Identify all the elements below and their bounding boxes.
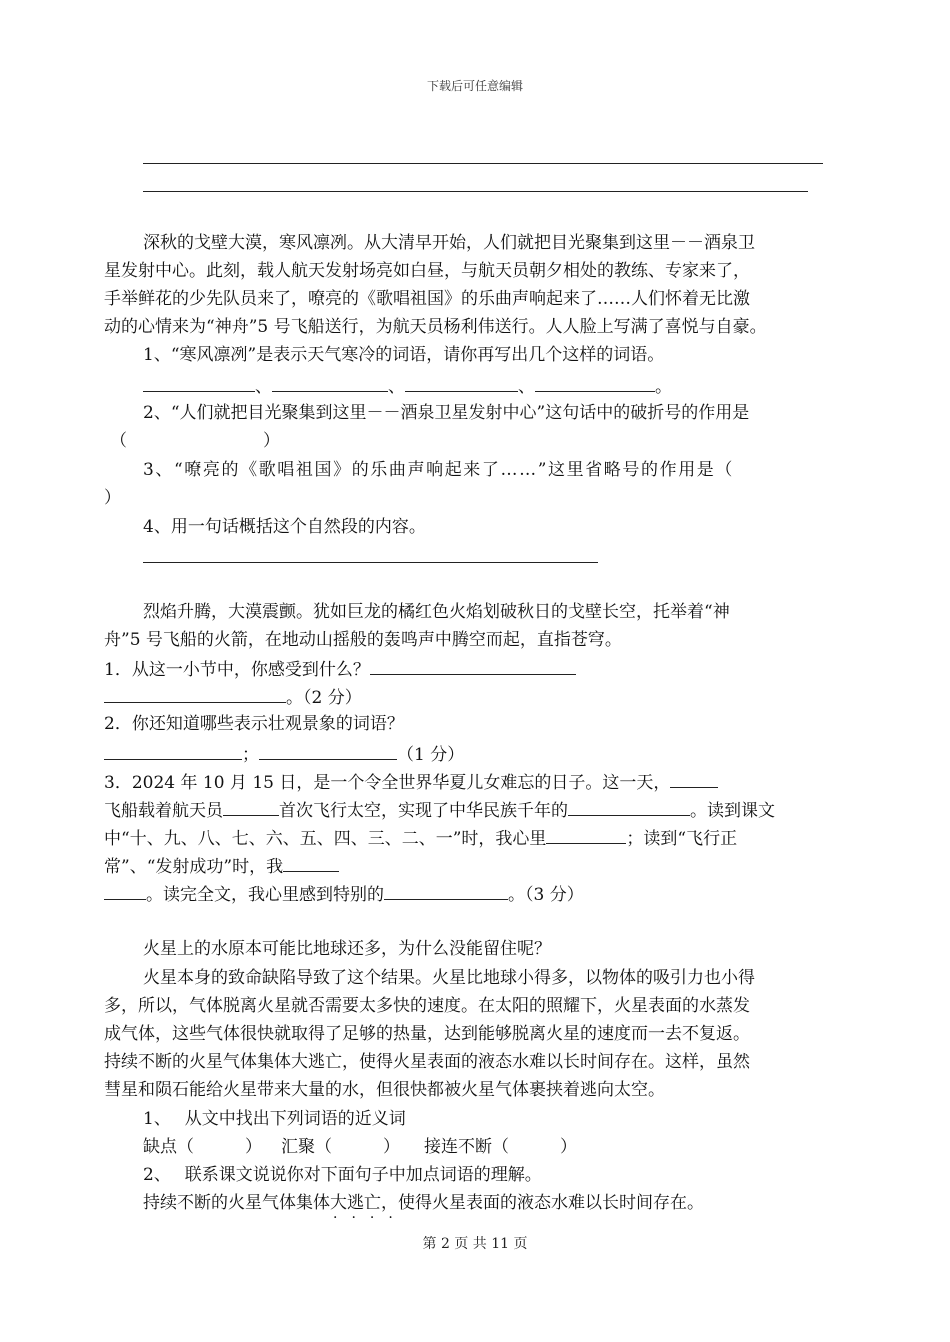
question-text: 3、“嘹亮的《歌唱祖国》的乐曲声响起来了……”这里省略号的作用是（ (143, 460, 734, 480)
answer-line (143, 163, 823, 164)
paragraph-line: 动的心情来为“神舟”5 号飞船送行，为航天员杨利伟送行。人人脸上写满了喜悦与自豪。 (104, 317, 767, 337)
synonym-item[interactable]: 缺点（ ） (143, 1137, 262, 1157)
question-text: 常”、“发射成功”时，我 (104, 857, 284, 877)
question-row (104, 656, 576, 682)
paragraph-line: 烈焰升腾，大漠震颤。犹如巨龙的橘红色火焰划破秋日的戈壁长空，托举着“神 (143, 602, 730, 622)
question-row (104, 853, 339, 879)
question-row (104, 825, 737, 851)
answer-blank[interactable] (272, 373, 388, 392)
separator: 、 (255, 377, 272, 397)
score-text: 。（2 分） (286, 688, 362, 708)
answer-parens[interactable]: （ ） (110, 431, 280, 451)
answer-line (143, 191, 808, 192)
answer-parens-close: ） (104, 488, 121, 508)
answer-blank[interactable] (223, 797, 279, 816)
score-text: 。（3 分） (508, 885, 584, 905)
paragraph-line: 持续不断的火星气体集体大逃亡，使得火星表面的液态水难以长时间存在。这样，虽然 (104, 1052, 750, 1072)
question-text: 2、 联系课文说说你对下面句子中加点词语的理解。 (143, 1165, 542, 1185)
question-row (104, 741, 464, 767)
paragraph-line: 舟”5 号飞船的火箭，在地动山摇般的轰鸣声中腾空而起，直指苍穹。 (104, 630, 622, 650)
question-text: 4、用一句话概括这个自然段的内容。 (143, 517, 426, 537)
answer-blank[interactable] (535, 373, 655, 392)
example-sentence: 持续不断的火星气体集体大逃亡，使得火星表面的液态水难以长时间存在。 (143, 1193, 704, 1213)
separator: 、 (388, 377, 405, 397)
question-text: ；读到“飞行正 (626, 829, 738, 849)
question-text: 1、“寒风凛冽”是表示天气寒冷的词语，请你再写出几个这样的词语。 (143, 345, 665, 365)
answer-blank[interactable] (104, 881, 146, 900)
question-text: 首次飞行太空，实现了中华民族千年的 (279, 801, 568, 821)
page-footer: 第 2 页 共 11 页 (422, 1236, 528, 1252)
question-text: 中“十、九、八、七、六、五、四、三、二、一”时，我心里 (104, 829, 547, 849)
answer-blank[interactable] (568, 797, 690, 816)
answer-blank[interactable] (143, 373, 255, 392)
emphasis-dots: ···· (333, 1210, 407, 1226)
paragraph-line: 火星本身的致命缺陷导致了这个结果。火星比地球小得多，以物体的吸引力也小得 (143, 968, 755, 988)
answer-blank[interactable] (384, 881, 508, 900)
question-row (104, 797, 775, 823)
paragraph-line: 深秋的戈壁大漠，寒风凛冽。从大清早开始，人们就把目光聚集到这里－－酒泉卫 (143, 233, 755, 253)
passage-title: 火星上的水原本可能比地球还多，为什么没能留住呢？ (143, 939, 551, 959)
answer-blank[interactable] (370, 656, 576, 675)
question-text: 1、 从文中找出下列词语的近义词 (143, 1109, 406, 1129)
synonym-item[interactable]: 汇聚（ ） (281, 1137, 400, 1157)
question-text: 2、“人们就把目光聚集到这里－－酒泉卫星发射中心”这句话中的破折号的作用是 (143, 403, 750, 423)
question-row (104, 684, 362, 710)
question-text: 飞船载着航天员 (104, 801, 223, 821)
page-header: 下载后可任意编辑 (426, 79, 523, 93)
answer-line[interactable] (143, 562, 598, 563)
answer-blank[interactable] (259, 741, 397, 760)
separator: 、 (518, 377, 535, 397)
answer-blank[interactable] (670, 769, 718, 788)
paragraph-line: 星发射中心。此刻，载人航天发射场亮如白昼，与航天员朝夕相处的教练、专家来了， (104, 261, 750, 281)
answer-blank[interactable] (405, 373, 518, 392)
question-text: 。读到课文 (690, 801, 775, 821)
question-row (104, 769, 718, 795)
question-text: 3．2024 年 10 月 15 日，是一个令全世界华夏儿女难忘的日子。这一天， (104, 773, 671, 793)
paragraph-line: 彗星和陨石能给火星带来大量的水，但很快都被火星气体裹挟着逃向太空。 (104, 1080, 665, 1100)
question-text: 。读完全文，我心里感到特别的 (146, 885, 384, 905)
answer-blank[interactable] (283, 853, 339, 872)
paragraph-line: 成气体，这些气体很快就取得了足够的热量，达到能够脱离火星的速度而一去不复返。 (104, 1024, 750, 1044)
end-mark: 。 (655, 377, 672, 397)
separator: ； (242, 745, 259, 765)
answer-blank[interactable] (546, 825, 626, 844)
paragraph-line: 多，所以，气体脱离火星就否需要太多快的速度。在太阳的照耀下，火星表面的水蒸发 (104, 996, 750, 1016)
score-text: （1 分） (397, 745, 465, 765)
synonym-item[interactable]: 接连不断（ ） (424, 1137, 577, 1157)
answer-row (143, 373, 672, 399)
question-row (104, 881, 584, 907)
answer-blank[interactable] (104, 741, 242, 760)
question-text: 2．你还知道哪些表示壮观景象的词语？ (104, 714, 404, 734)
paragraph-line: 手举鲜花的少先队员来了，嘹亮的《歌唱祖国》的乐曲声响起来了……人们怀着无比激 (104, 289, 750, 309)
answer-blank[interactable] (104, 684, 286, 703)
question-text: 1．从这一小节中，你感受到什么？ (104, 660, 370, 680)
